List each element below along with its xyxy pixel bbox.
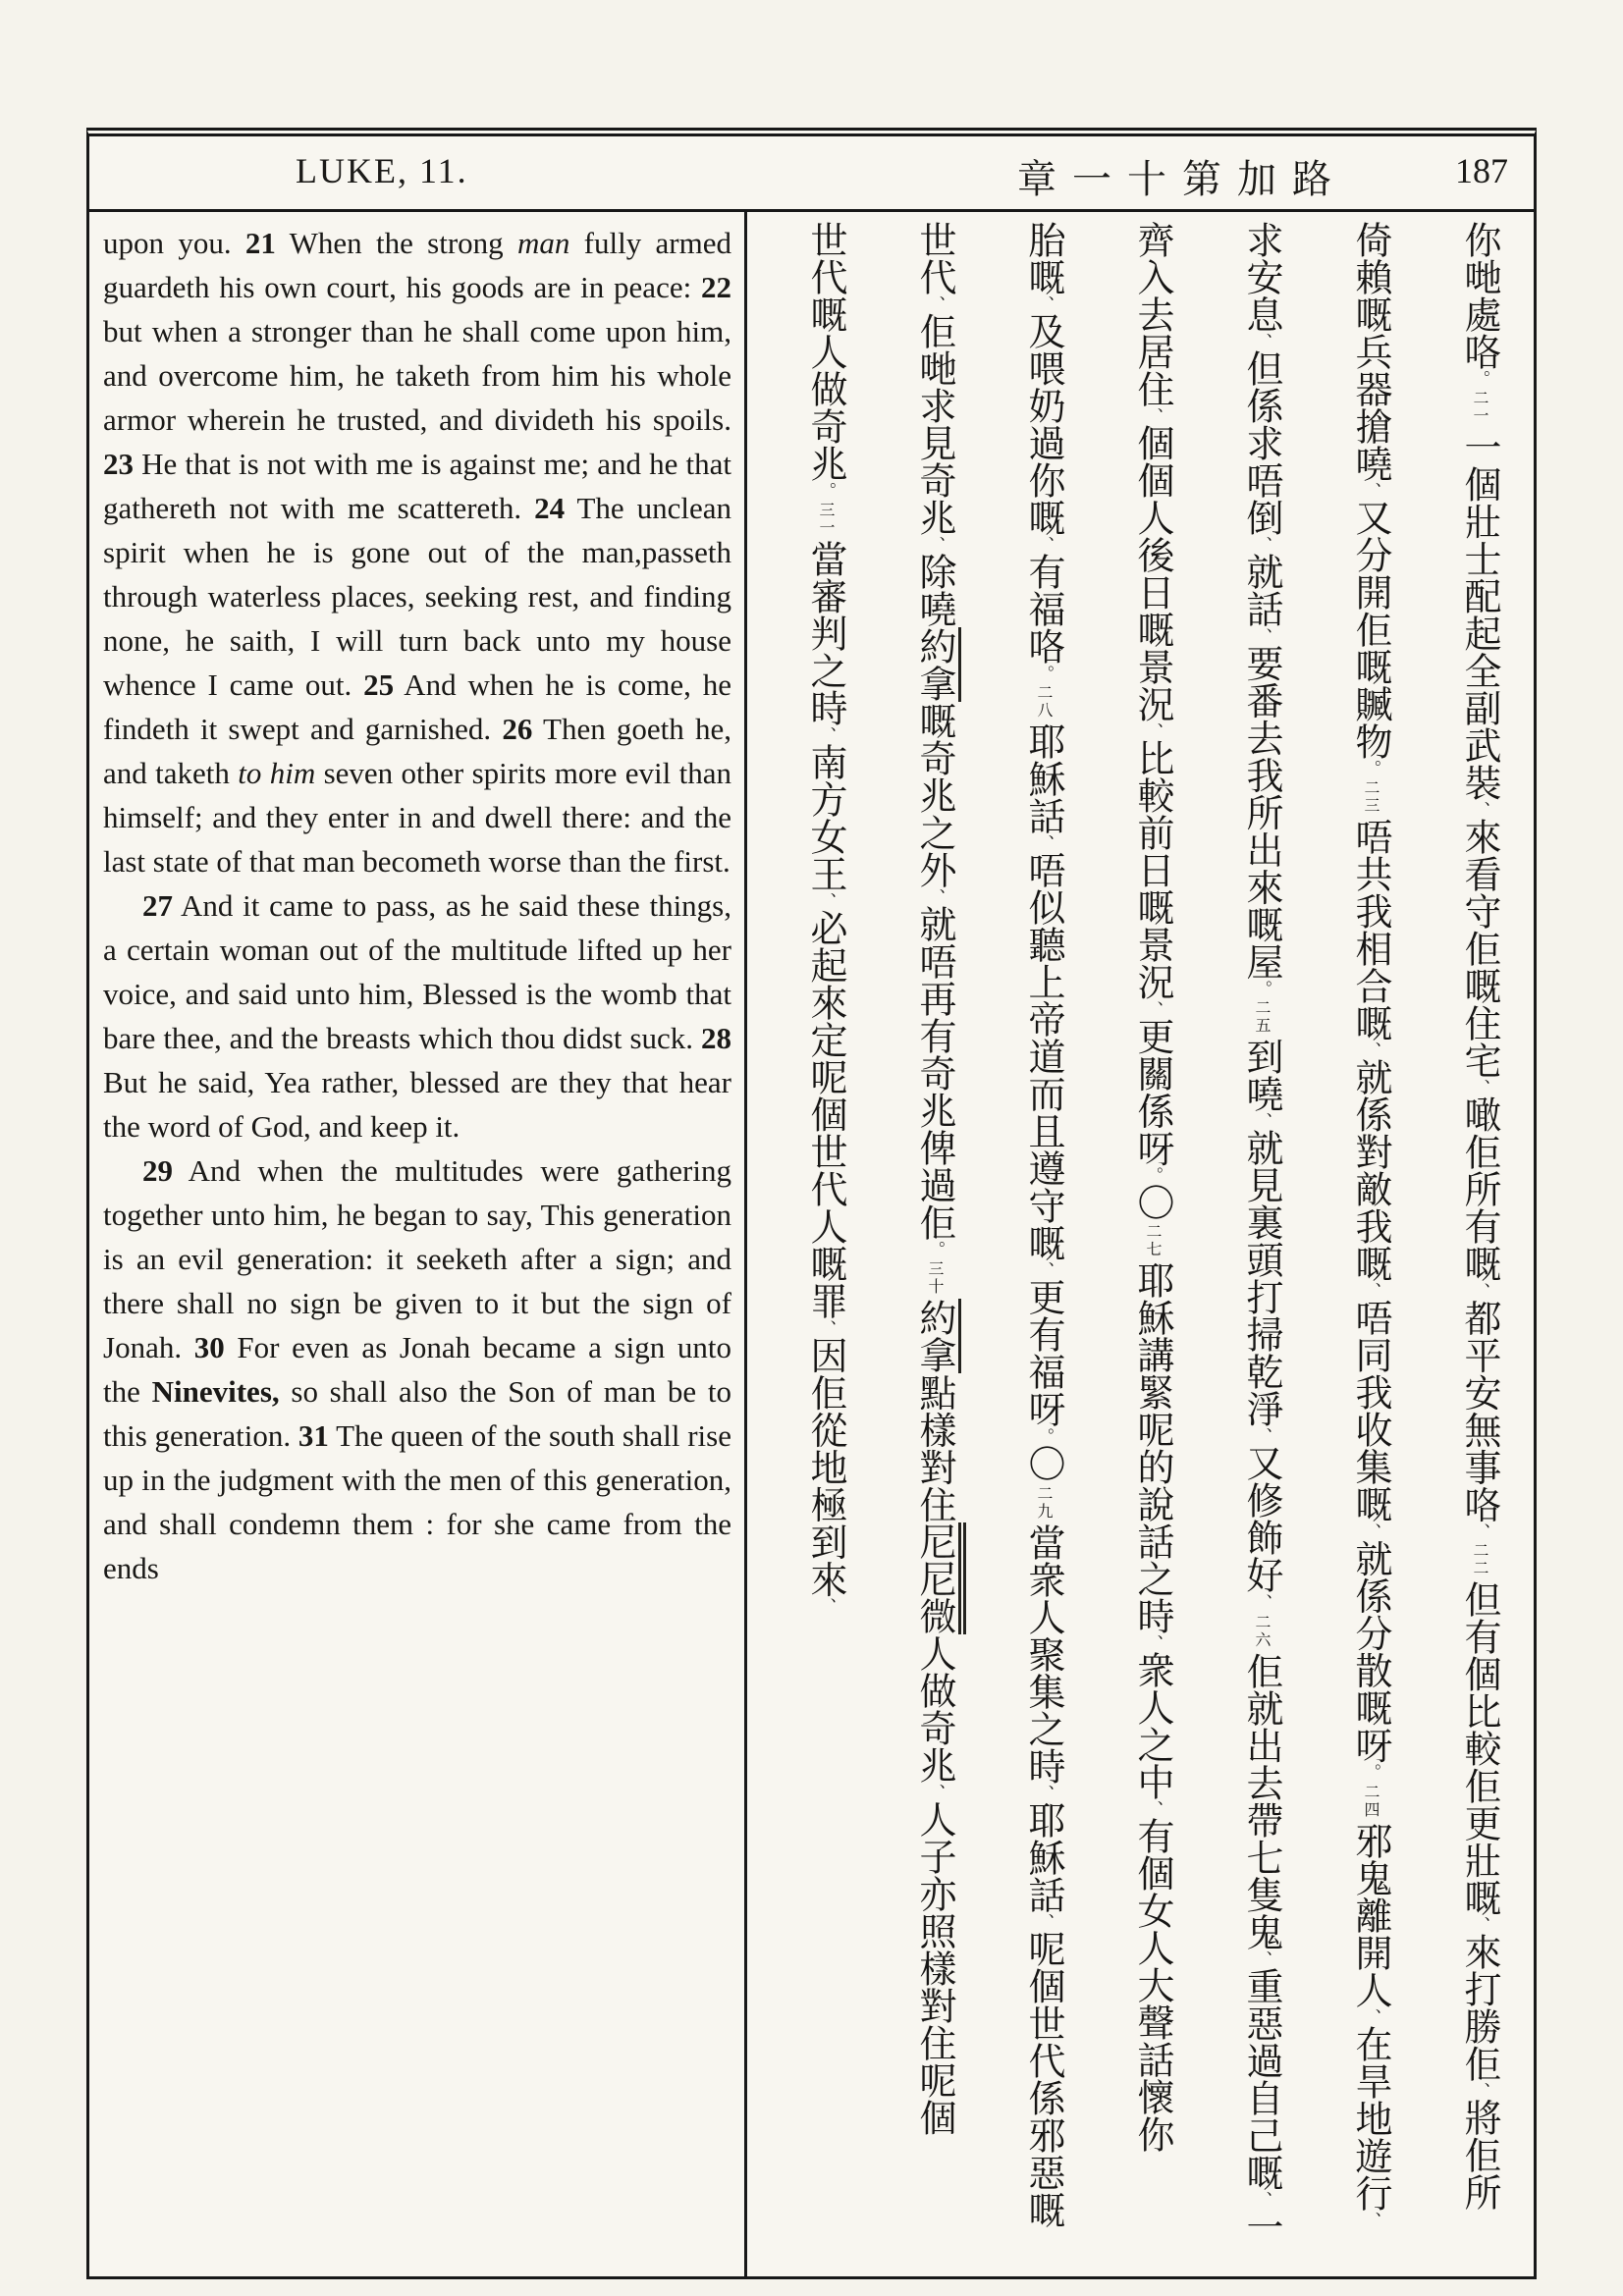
chinese-text: 一個壯士配起全副武裝、來看守佢嘅住宅、噉佢所有嘅、都平安無事咯、 [1458,428,1501,1540]
punctuation: 。 [1034,665,1054,682]
punctuation: 。 [925,1241,945,1258]
verse-marker: 三一 [817,502,836,538]
verse-text: He that is not with me is against me; and he that gathereth not with me scattereth. [103,447,731,525]
verse-number: 31 [298,1418,329,1453]
verse-text: For even as Jonah became a sign unto the [103,1330,731,1409]
verse-text: seven other spirits more evil than himself; and they enter in and dwell there: and the last state of that man becometh worse than the first. [103,756,731,879]
proper-noun-mark: 約拿 [913,1299,961,1373]
chinese-text: 到嘵、就見裏頭打掃乾淨、又修飾好、 [1240,1038,1283,1611]
english-paragraph [103,1148,731,1590]
chinese-text: 世代嘅人做奇兆。 [804,221,847,500]
chinese-text: 邪鬼離開人、在旱地遊行、 [1349,1821,1392,2228]
punctuation: 、 [1034,834,1054,852]
italic-text: man [516,226,570,260]
punctuation: 、 [1034,536,1054,554]
english-paragraph [103,221,731,883]
punctuation: 。 [1252,980,1271,997]
punctuation: 、 [1252,1593,1271,1611]
verse-number: 28 [701,1021,731,1055]
header-english-title: LUKE, 11. [296,151,468,190]
punctuation: 、 [816,726,836,744]
verse-marker: 二八 [1035,684,1054,721]
verse-marker: 二四 [1362,1783,1380,1819]
verse-number: 22 [701,270,731,304]
punctuation: 、 [1361,1282,1380,1300]
punctuation: 、 [1034,1261,1054,1279]
verse-text: The queen of the south shall rise up in the judgment with the men of this generation, and shall condemn them : for she came from the ends [103,1418,731,1585]
verse-text: And when the multitudes were gathering together unto him, he began to say, This generation is an evil generation: it seeketh after a sign; and there shall no sign be given to it but the sign of Jonah. [103,1153,731,1364]
chinese-column [979,221,1088,2258]
verse-number: Ninevites, [151,1374,280,1409]
punctuation: 、 [1361,1041,1380,1059]
chinese-text: 求安息、但係求唔倒、就話、要番去我所出來嘅屋。 [1240,221,1283,997]
chinese-column [870,221,979,2258]
chinese-text: 唔共我相合嘅、就係對敵我嘅、唔同我收集嘅、就係分散嘅呀。 [1349,818,1392,1781]
verse-marker: 二二 [1471,1542,1489,1578]
punctuation: 、 [816,1319,836,1337]
punctuation: 、 [1252,627,1271,645]
column-divider-rule [744,209,747,2276]
punctuation: 、 [1361,2007,1380,2025]
chinese-column [761,221,870,2258]
chinese-text: 倚賴嘅兵器搶嘵、又分開佢嘅贓物。 [1349,221,1392,777]
punctuation: 、 [1252,536,1271,554]
punctuation: 、 [1470,1916,1489,1934]
verse-marker: 二九 [1035,1484,1054,1521]
verse-text: fully armed guardeth his own court, his goods are in peace: [103,226,731,304]
punctuation: 、 [1470,801,1489,819]
punctuation: 。 [1034,1427,1054,1445]
punctuation: 、 [1470,1282,1489,1300]
punctuation: 、 [1252,1949,1271,1967]
chinese-text: 但有個比較佢更壯嘅、來打勝佢、將佢所 [1458,1580,1501,2212]
punctuation: 。 [1143,1166,1163,1184]
verse-number: 23 [103,447,134,481]
punctuation: 、 [1143,1000,1163,1018]
verse-marker: 二三 [1362,779,1380,816]
chinese-column [1197,221,1306,2258]
chinese-text: 人做奇兆、人子亦照樣對住呢個 [913,1634,956,2137]
chinese-text: 胎嘅、及喂奶過你嘅、有福咯。 [1022,221,1065,682]
punctuation: 、 [1252,2190,1271,2208]
punctuation: 、 [1252,1427,1271,1445]
chinese-text: 世代、佢哋求見奇兆、除嘵 [913,221,956,628]
verse-number: 25 [363,667,395,702]
verse-number: 24 [534,491,566,525]
chinese-text: 點樣對住 [913,1373,956,1523]
verse-number: 21 [244,226,276,260]
punctuation: 、 [1143,1800,1163,1818]
verse-text: so shall also the Son of man be to this generation. [103,1374,732,1453]
punctuation: 、 [1034,1912,1054,1930]
punctuation: 、 [1361,1522,1380,1540]
verse-text: But he said, Yea rather, blessed are they that hear the word of God, and keep it. [103,1065,731,1144]
place-name-mark: 尼尼微 [913,1522,966,1634]
printed-page-frame [86,128,1537,2279]
verse-text: And when he is come, he findeth it swept and garnished. [103,667,731,746]
proper-noun-mark: 約拿 [913,627,961,702]
verse-marker: 二一 [1471,390,1489,426]
verse-text: upon you. [103,226,245,260]
chinese-text-columns [765,221,1524,2258]
chinese-text: 你哋處咯。 [1458,221,1501,388]
punctuation: 、 [1252,1112,1271,1130]
verse-text: When the strong [275,226,517,260]
chinese-text: 耶穌話、唔似聽上帝道而且遵守嘅、更有福呀。〇 [1022,722,1065,1482]
verse-number: 26 [502,712,533,746]
punctuation: 、 [1143,407,1163,425]
punctuation: 、 [1470,1522,1489,1540]
verse-number: 30 [193,1330,225,1364]
punctuation: 、 [1143,722,1163,740]
punctuation: 、 [1034,295,1054,313]
chinese-text: 耶穌講緊呢的說話之時、衆人之中、有個女人大聲話懷你 [1131,1261,1174,2154]
punctuation: 、 [1470,1079,1489,1096]
header-chinese-title: 章一十第加路 [1017,157,1347,202]
punctuation: 。 [1361,760,1380,777]
verse-text: but when a stronger than he shall come upon him, and overcome him, he taketh from him his whole armor wherein he trusted, and divideth his spoils. [103,314,731,437]
chinese-column [1415,221,1524,2258]
verse-text: Then goeth he, and taketh [103,712,731,790]
verse-marker: 二五 [1253,999,1271,1036]
punctuation: 、 [1361,2211,1380,2228]
chinese-text: 當衆人聚集之時、耶穌話、呢個世代係邪惡嘅 [1022,1522,1065,2228]
punctuation: 、 [816,892,836,910]
english-paragraph [103,883,731,1148]
punctuation: 、 [1361,482,1380,500]
chinese-text: 齊入去居住、個個人後日嘅景況、比較前日嘅景況、更關係呀。〇 [1131,221,1174,1221]
verse-marker: 三十 [926,1260,945,1297]
verse-number: 29 [142,1153,173,1188]
italic-text: to him [238,756,316,790]
chinese-column [1306,221,1415,2258]
punctuation: 。 [816,482,836,500]
punctuation: 。 [1361,1763,1380,1781]
english-text-column [103,221,731,1590]
punctuation: 、 [1143,1634,1163,1652]
verse-text: And it came to pass, as he said these things, a certain woman out of the multitude lifted up her voice, and said unto him, Blessed is the womb that bare thee, and the breasts which thou didst suck. [103,888,731,1055]
punctuation: 、 [1470,2082,1489,2100]
punctuation: 、 [925,295,945,313]
chinese-text: 佢就出去帶七隻鬼、重惡過自己嘅、一 [1240,1651,1283,2245]
page-header [89,136,1534,212]
verse-marker: 二六 [1253,1613,1271,1649]
chinese-text: 嘅奇兆之外、就唔再有奇兆俾過佢。 [913,702,956,1258]
punctuation: 、 [1034,1784,1054,1801]
punctuation: 、 [816,1597,836,1615]
verse-text: The unclean spirit when he is gone out of the man,passeth through waterless places, seeking rest, and finding none, he saith, I will turn back unto my house whence I came out. [103,491,732,702]
verse-marker: 二七 [1144,1223,1163,1259]
punctuation: 、 [1252,333,1271,350]
punctuation: 、 [925,1784,945,1801]
chinese-text: 當審判之時、南方女王、必起來定呢個世代人嘅罪、因佢從地極到來、 [804,540,847,1615]
punctuation: 。 [1470,370,1489,388]
verse-number: 27 [142,888,173,923]
punctuation: 、 [925,888,945,906]
punctuation: 、 [925,536,945,554]
chinese-column [1088,221,1197,2258]
page-number: 187 [1455,151,1508,190]
